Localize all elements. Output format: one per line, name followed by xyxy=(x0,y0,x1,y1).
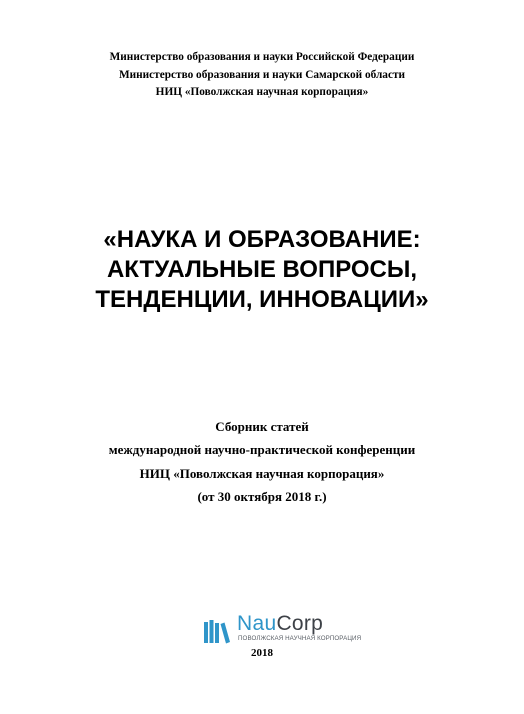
conference-organizer: НИЦ «Поволжская научная корпорация» xyxy=(139,465,385,481)
title-line-1: «НАУКА И ОБРАЗОВАНИЕ: xyxy=(103,226,421,253)
collection-description xyxy=(0,415,524,508)
org-ministry-samara: Министерство образования и науки Самарской области xyxy=(118,68,406,81)
publication-year: 2018 xyxy=(251,647,273,659)
naucorp-logo xyxy=(203,612,362,646)
conference-name: международной научно-практической конференции xyxy=(108,442,416,458)
collection-type: Сборник статей xyxy=(215,419,309,434)
title-line-2: АКТУАЛЬНЫЕ ВОПРОСЫ, xyxy=(106,256,418,283)
org-research-center: НИЦ «Поволжская научная корпорация» xyxy=(155,86,369,98)
org-ministry-rf: Министерство образования и науки Российской Федерации xyxy=(109,51,415,63)
title-line-3: ТЕНДЕНЦИИ, ИННОВАЦИИ» xyxy=(95,286,429,313)
books-icon xyxy=(203,618,235,644)
logo-wordmark-part2: Corp xyxy=(276,612,324,635)
logo-wordmark-part1: Nau xyxy=(237,612,277,635)
logo-subtitle: ПОВОЛЖСКАЯ НАУЧНАЯ КОРПОРАЦИЯ xyxy=(238,635,362,642)
conference-date: (от 30 октября 2018 г.) xyxy=(197,488,327,504)
logo-wordmark xyxy=(237,612,323,636)
organizations-header xyxy=(0,49,524,102)
document-title xyxy=(0,225,524,315)
